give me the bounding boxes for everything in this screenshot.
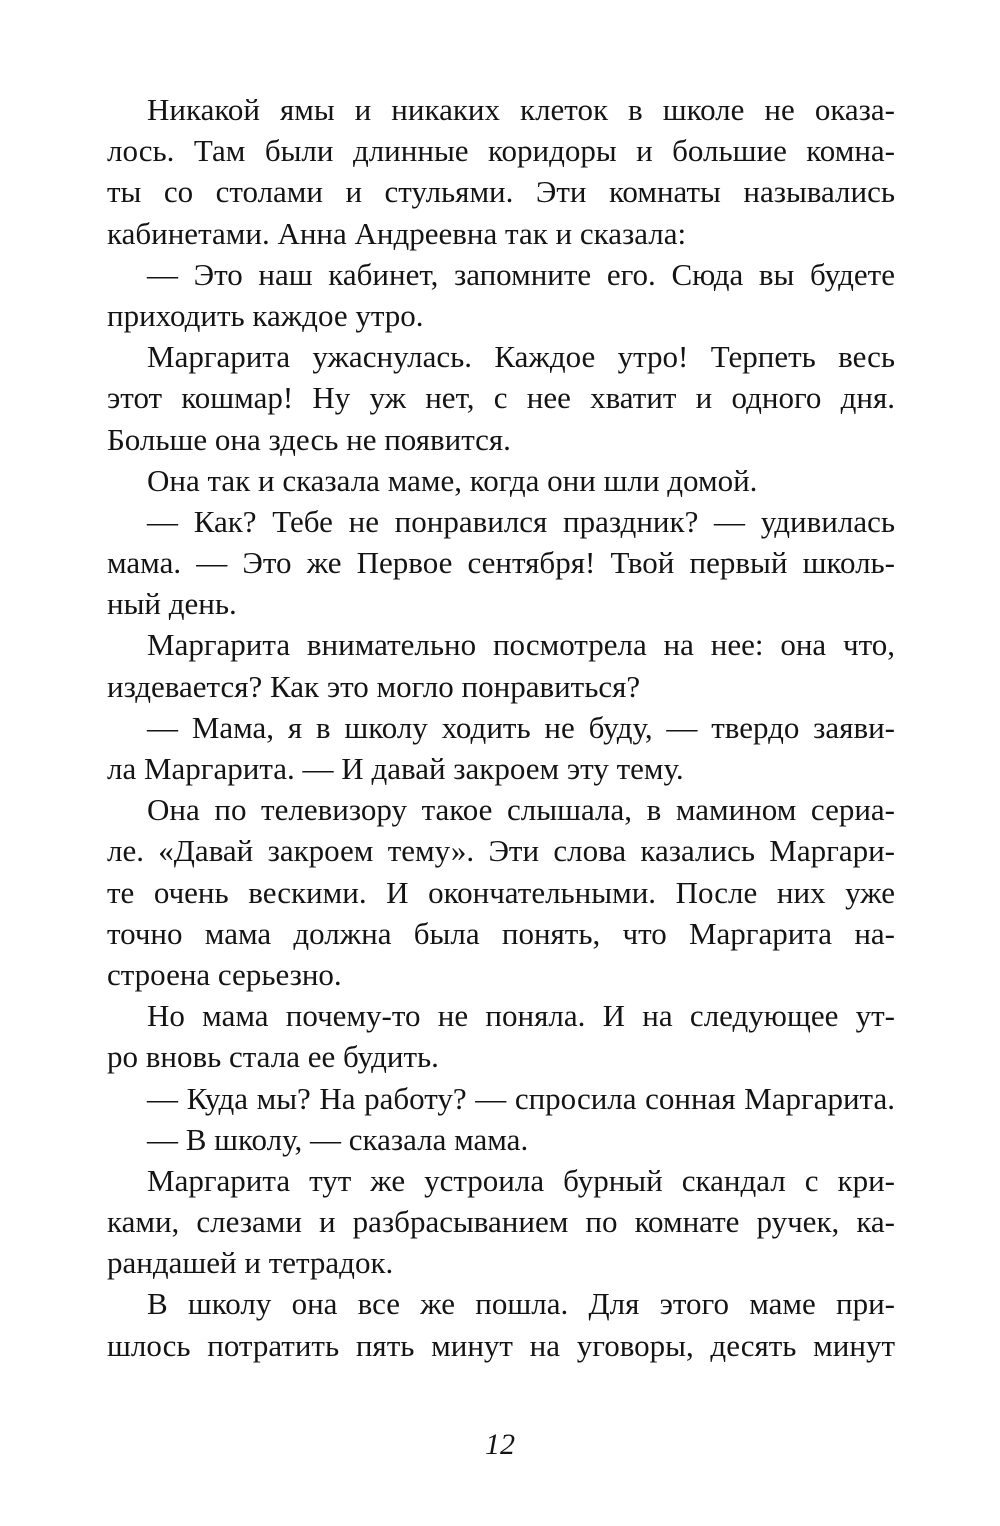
text-line: ла Маргарита. — И давай закроем эту тему.	[107, 751, 684, 786]
body-text	[107, 89, 895, 1366]
text-line: этот кошмар! Ну уж нет, с нее хватит и одного дня.	[107, 380, 895, 416]
text-line: мама. — Это же Первое сентября! Твой первый школь-	[107, 545, 895, 581]
text-line: те очень вескими. И окончательными. После них уже	[107, 874, 895, 910]
page-number: 12	[485, 1428, 515, 1461]
text-line: — В школу, — сказала мама.	[147, 1121, 529, 1157]
text-line: строена серьезно.	[107, 956, 342, 992]
text-line: издевается? Как это могло понравиться?	[107, 668, 641, 704]
text-line: Никакой ямы и никаких клеток в школе не оказа-	[147, 92, 895, 127]
text-line: Она так и сказала маме, когда они шли домой.	[147, 462, 758, 498]
text-line: Но мама почему-то не поняла. И на следующее ут-	[147, 998, 895, 1034]
text-line: шлось потратить пять минут на уговоры, десять минут	[107, 1327, 895, 1363]
text-line: рандашей и тетрадок.	[107, 1245, 394, 1281]
text-line: лось. Там были длинные коридоры и большие комна-	[107, 133, 895, 169]
text-line: ле. «Давай закроем тему». Эти слова казались Маргари-	[107, 833, 895, 869]
text-line: Маргарита ужаснулась. Каждое утро! Терпеть весь	[147, 339, 895, 375]
text-line: кабинетами. Анна Андреевна так и сказала:	[107, 215, 687, 251]
text-line: Маргарита внимательно посмотрела на нее: она что,	[147, 627, 895, 663]
text-line: ты со столами и стульями. Эти комнаты назывались	[107, 174, 895, 210]
text-line: В школу она все же пошла. Для этого маме при-	[147, 1286, 895, 1322]
text-line: — Мама, я в школу ходить не буду, — твердо заяви-	[147, 709, 895, 745]
text-line: Больше она здесь не появится.	[107, 421, 511, 457]
text-line: ками, слезами и разбрасыванием по комнате ручек, ка-	[107, 1204, 895, 1240]
text-line: точно мама должна была понять, что Маргарита на-	[107, 915, 895, 951]
text-line: ный день.	[107, 586, 237, 622]
text-line: — Куда мы? На работу? — спросила сонная Маргарита.	[147, 1080, 895, 1116]
text-line: Она по телевизору такое слышала, в мамином сериа-	[147, 792, 895, 828]
text-line: — Как? Тебе не понравился праздник? — удивилась	[147, 503, 895, 539]
text-line: — Это наш кабинет, запомните его. Сюда вы будете	[147, 256, 895, 292]
text-line: Маргарита тут же устроила бурный скандал с кри-	[147, 1162, 895, 1198]
text-line: ро вновь стала ее будить.	[107, 1039, 439, 1075]
text-line: приходить каждое утро.	[107, 297, 424, 333]
